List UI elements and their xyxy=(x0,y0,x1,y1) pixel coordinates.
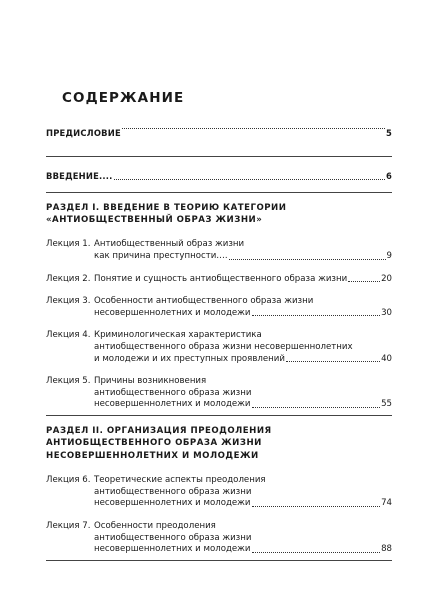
lecture-title-line: как причина преступности…. xyxy=(94,251,228,261)
lecture-title-last-line xyxy=(94,274,392,286)
lecture-title-last-line xyxy=(94,498,392,510)
lecture-title-last-line xyxy=(94,544,392,556)
toc-page-number: 6 xyxy=(385,171,392,181)
toc-sections xyxy=(46,202,392,561)
lecture-number: Лекция 1. xyxy=(46,239,91,250)
toc-entry-intro[interactable] xyxy=(46,171,392,183)
section-heading-line: НЕСОВЕРШЕННОЛЕТНИХ И МОЛОДЕЖИ xyxy=(46,450,259,461)
dot-leader xyxy=(252,506,381,507)
lecture-title-last-line xyxy=(94,399,392,411)
lecture-title xyxy=(94,296,392,319)
divider xyxy=(46,415,392,416)
lecture-title-line: антиобщественного образа жизни несовершеннолетних xyxy=(94,341,353,352)
lecture-title-line: и молодежи и их преступных проявлений xyxy=(94,353,285,364)
lecture-title xyxy=(94,274,392,286)
lecture-title-line: Теоретические аспекты преодоления xyxy=(94,475,266,486)
toc-entry-lecture[interactable] xyxy=(46,330,392,365)
lecture-title-line: Особенности преодоления xyxy=(94,520,216,531)
lecture-number: Лекция 5. xyxy=(46,376,91,387)
toc-page-number: 74 xyxy=(381,498,392,509)
lecture-number: Лекция 7. xyxy=(46,520,91,531)
section-heading[interactable] xyxy=(46,425,392,462)
toc-page-number: 30 xyxy=(381,307,392,318)
section-heading-line: РАЗДЕЛ I. ВВЕДЕНИЕ В ТЕОРИЮ КАТЕГОРИИ xyxy=(46,202,287,213)
toc-entry-lecture[interactable] xyxy=(46,239,392,262)
dot-leader xyxy=(252,315,381,316)
lecture-title-line: несовершеннолетних и молодежи xyxy=(94,399,251,410)
dot-leader xyxy=(348,281,380,282)
lecture-title-line: Криминологическая характеристика xyxy=(94,330,262,341)
lecture-title-last-line xyxy=(94,354,392,366)
toc-page-number: 5 xyxy=(385,128,392,138)
toc-entry-label: ВВЕДЕНИЕ.... xyxy=(46,171,113,181)
lecture-title-line: несовершеннолетних и молодежи xyxy=(94,544,251,555)
toc-page-number: 20 xyxy=(381,273,392,284)
lecture-number: Лекция 6. xyxy=(46,475,91,486)
lecture-title-line: Особенности антиобщественного образа жизни xyxy=(94,296,314,307)
toc-page-number: 9 xyxy=(386,251,392,261)
divider xyxy=(46,156,392,157)
lecture-title-line: Понятие и сущность антиобщественного образа жизни xyxy=(94,273,348,284)
lecture-title-line: антиобщественного образа жизни xyxy=(94,486,252,497)
lecture-number: Лекция 3. xyxy=(46,296,91,307)
toc-page-number: 55 xyxy=(381,399,392,410)
lecture-title xyxy=(94,376,392,411)
toc-entry-preface[interactable] xyxy=(46,128,392,150)
dot-leader xyxy=(114,179,385,180)
lecture-title-last-line xyxy=(94,308,392,320)
lecture-title xyxy=(94,475,392,510)
section-heading-line: «АНТИОБЩЕСТВЕННЫЙ ОБРАЗ ЖИЗНИ» xyxy=(46,215,263,225)
dot-leader xyxy=(122,128,385,129)
divider xyxy=(46,192,392,193)
section-heading[interactable] xyxy=(46,202,392,227)
dot-leader xyxy=(252,407,381,408)
lecture-title-line: Причины возникновения xyxy=(94,376,207,387)
toc-entry-lecture[interactable] xyxy=(46,274,392,286)
dot-leader xyxy=(229,259,386,260)
lecture-title xyxy=(94,521,392,556)
dot-leader xyxy=(286,361,380,362)
lecture-title-line: Антиобщественный образ жизни xyxy=(94,239,245,250)
section-heading-line: РАЗДЕЛ II. ОРГАНИЗАЦИЯ ПРЕОДОЛЕНИЯ xyxy=(46,425,272,436)
toc-entry-lecture[interactable] xyxy=(46,296,392,319)
lecture-number: Лекция 2. xyxy=(46,273,91,284)
toc-page-number: 40 xyxy=(381,353,392,364)
lecture-title-line: антиобщественного образа жизни xyxy=(94,387,252,398)
lecture-title xyxy=(94,239,392,262)
toc-page-number: 88 xyxy=(381,544,392,555)
lecture-title-last-line xyxy=(94,251,392,263)
lecture-title-line: несовершеннолетних и молодежи xyxy=(94,498,251,509)
toc-entry-lecture[interactable] xyxy=(46,475,392,510)
divider xyxy=(46,560,392,561)
toc-entry-lecture[interactable] xyxy=(46,521,392,556)
lecture-number: Лекция 4. xyxy=(46,330,91,341)
lecture-title-line: несовершеннолетних и молодежи xyxy=(94,307,251,318)
lecture-title xyxy=(94,330,392,365)
lecture-title-line: антиобщественного образа жизни xyxy=(94,532,252,543)
table-of-contents xyxy=(46,128,392,561)
toc-entry-label: ПРЕДИСЛОВИЕ xyxy=(46,128,121,138)
dot-leader xyxy=(252,552,381,553)
toc-entry-lecture[interactable] xyxy=(46,376,392,411)
section-heading-line: АНТИОБЩЕСТВЕННОГО ОБРАЗА ЖИЗНИ xyxy=(46,438,262,449)
page-title: СОДЕРЖАНИЕ xyxy=(62,90,185,106)
